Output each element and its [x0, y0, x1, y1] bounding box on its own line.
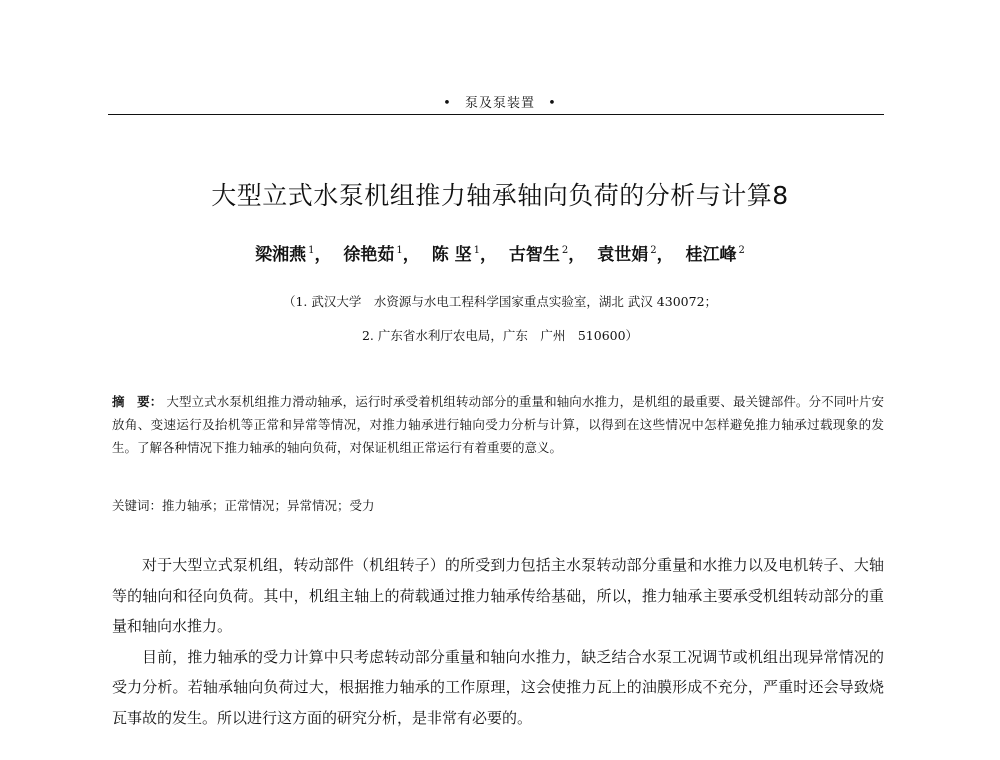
header-bullet-right: •	[548, 96, 557, 111]
running-header	[0, 92, 1000, 111]
author: 陈 坚 $^1$，	[431, 245, 497, 265]
abstract-label: 摘 要：	[112, 394, 163, 409]
author-affiliation-mark: 2	[561, 245, 569, 257]
author-affiliation-mark: 2	[738, 245, 745, 257]
keywords-text: 推力轴承；正常情况；异常情况；受力	[162, 498, 375, 513]
author-affiliation-mark: 1	[473, 245, 480, 257]
header-rule	[108, 114, 884, 115]
author: 桂江峰 $^2$	[685, 245, 745, 265]
keywords-label: 关键词：	[112, 498, 163, 513]
author: 袁世娟 $^2$，	[597, 245, 674, 265]
body-paragraph: 目前，推力轴承的受力计算中只考虑转动部分重量和轴向水推力，缺乏结合水泵工况调节或机组出现异常情况的受力分析。若轴承轴向负荷过大，根据推力轴承的工作原理，这会使推力瓦上的油膜形成不充分，严重时还会导致烧瓦事故的发生。所以进行这方面的研究分析，是非常有必要的。	[112, 647, 884, 727]
header-section-name: 泵及泵装置	[464, 96, 535, 111]
author-list	[0, 240, 1000, 265]
header-bullet-left: •	[443, 96, 452, 111]
author-affiliation-mark: 2	[650, 245, 657, 257]
keywords	[112, 496, 884, 514]
author: 徐艳茹 $^1$，	[343, 245, 420, 265]
body-paragraph: 对于大型立式泵机组，转动部件（机组转子）的所受到力包括主水泵转动部分重量和水推力以及电机转子、大轴等的轴向和径向负荷。其中，机组主轴上的荷载通过推力轴承传给基础，所以，推力轴承主要承受机组转动部分的重量和轴向水推力。	[112, 556, 884, 635]
author: 梁湘燕 $^1$，	[255, 245, 332, 265]
abstract	[112, 390, 884, 459]
body-text	[112, 550, 884, 733]
affiliation-1: （1. 武汉大学 水资源与水电工程科学国家重点实验室，湖北 武汉 430072；	[282, 294, 718, 309]
author-affiliation-mark: 1	[396, 245, 403, 257]
affiliation-2: 2. 广东省水利厅农电局，广东 广州 510600）	[361, 328, 639, 343]
paper-title: 大型立式水泵机组推力轴承轴向负荷的分析与计算8	[211, 181, 789, 210]
author-affiliation-mark: 1	[308, 245, 315, 257]
author: 古智生 $^2$，	[508, 245, 586, 265]
abstract-text: 大型立式水泵机组推力滑动轴承，运行时承受着机组转动部分的重量和轴向水推力，是机组的最重要、最关键部件。分不同叶片安放角、变速运行及抬机等正常和异常等情况，对推力轴承进行轴向受力分析与计算，以得到在这些情况中怎样避免推力轴承过载现象的发生。了解各种情况下推力轴承的轴向负荷，对保证机组正常运行有着重要的意义。	[112, 394, 884, 455]
